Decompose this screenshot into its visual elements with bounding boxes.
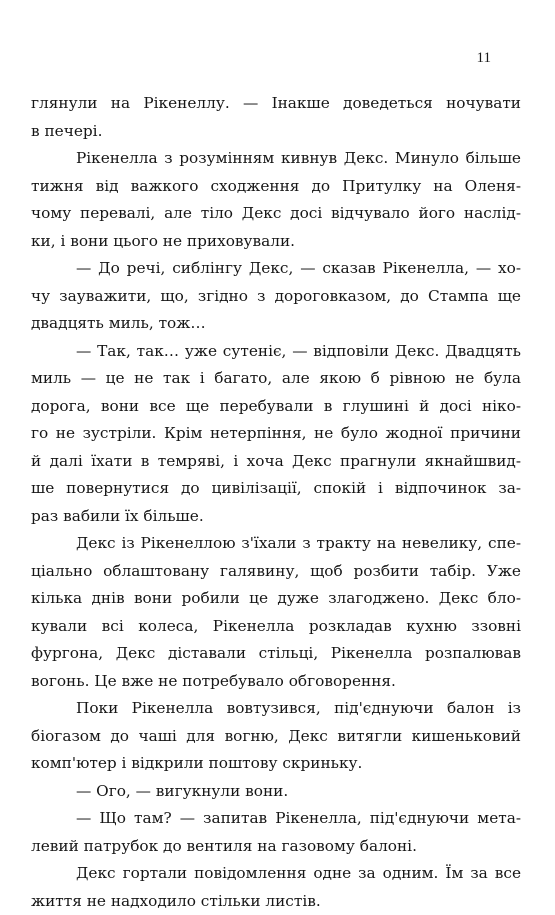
paragraph (31, 90, 521, 145)
text-line: комп'ютер і відкрили поштову скриньку. (31, 750, 521, 778)
text-line: левий патрубок до вентиля на газовому балоні. (31, 833, 521, 861)
text-line: дорога, вони все ще перебували в глушині й досі ніко- (31, 393, 521, 421)
text-line: ціально облаштовану галявину, щоб розбити табір. Уже (31, 558, 521, 586)
text-line: миль — це не так і багато, але якою б рівною не була (31, 365, 521, 393)
paragraph (31, 695, 521, 778)
text-line: тижня від важкого сходження до Притулку на Оленя- (31, 173, 521, 201)
text-line: ки, і вони цього не приховували. (31, 228, 521, 256)
text-line: кілька днів вони робили це дуже злагоджено. Декс бло- (31, 585, 521, 613)
text-line: чому перевалі, але тіло Декс досі відчувало його наслід- (31, 200, 521, 228)
text-line: кували всі колеса, Рікенелла розкладав кухню ззовні (31, 613, 521, 641)
paragraph (31, 530, 521, 695)
paragraph (31, 255, 521, 338)
page-number: 11 (477, 50, 491, 67)
text-line: життя не надходило стільки листів. (31, 888, 521, 915)
text-line: Декс із Рікенеллою з'їхали з тракту на невелику, спе- (31, 530, 521, 558)
text-line: — Так, так… уже сутеніє, — відповіли Декс. Двадцять (31, 338, 521, 366)
paragraph (31, 778, 521, 806)
text-line: й далі їхати в темряві, і хоча Декс прагнули якнайшвид- (31, 448, 521, 476)
text-line: біогазом до чаші для вогню, Декс витягли кишеньковий (31, 723, 521, 751)
text-line: Рікенелла з розумінням кивнув Декс. Минуло більше (31, 145, 521, 173)
text-line: Поки Рікенелла вовтузився, під'єднуючи балон із (31, 695, 521, 723)
paragraph (31, 860, 521, 915)
text-line: чу зауважити, що, згідно з дороговказом, до Стампа ще (31, 283, 521, 311)
text-line: вогонь. Це вже не потребувало обговорення. (31, 668, 521, 696)
text-line: — До речі, сиблінгу Декс, — сказав Рікенелла, — хо- (31, 255, 521, 283)
text-line: ше повернутися до цивілізації, спокій і відпочинок за- (31, 475, 521, 503)
paragraph (31, 338, 521, 531)
paragraph (31, 145, 521, 255)
text-line: фургона, Декс діставали стільці, Рікенелла розпалював (31, 640, 521, 668)
text-line: — Що там? — запитав Рікенелла, під'єднуючи мета- (31, 805, 521, 833)
text-line: глянули на Рікенеллу. — Інакше доведеться ночувати (31, 90, 521, 118)
text-line: Декс гортали повідомлення одне за одним. Їм за все (31, 860, 521, 888)
body-text (31, 90, 521, 915)
paragraph (31, 805, 521, 860)
text-line: — Ого, — вигукнули вони. (31, 778, 521, 806)
text-line: двадцять миль, тож… (31, 310, 521, 338)
text-line: го не зустріли. Крім нетерпіння, не було жодної причини (31, 420, 521, 448)
text-line: раз вабили їх більше. (31, 503, 521, 531)
text-line: в печері. (31, 118, 521, 146)
